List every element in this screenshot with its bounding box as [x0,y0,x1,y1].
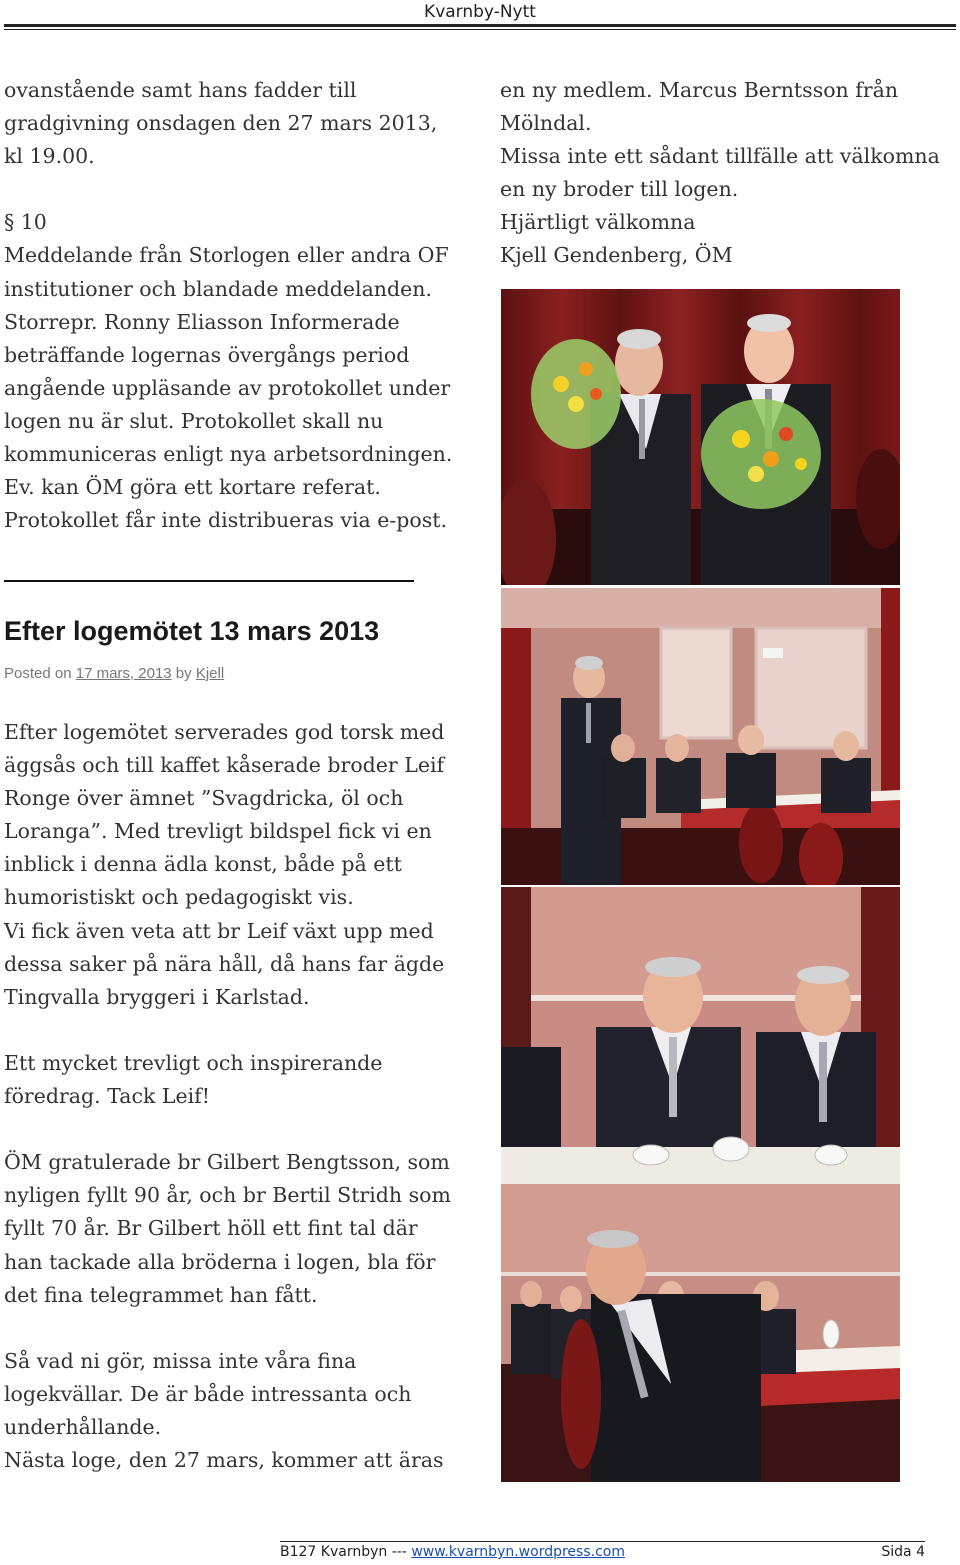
section-divider [4,580,414,582]
text-line: Ronge över ämnet ”Svagdricka, öl och [4,786,404,811]
text-line: beträffande logernas övergångs period [4,342,410,367]
author-link[interactable]: Kjell [195,665,225,682]
text-line: Missa inte ett sådant tillfälle att välkomna [500,144,940,169]
text-line: underhållande. [4,1414,162,1439]
text-line: institutioner och blandade meddelanden. [4,276,432,301]
text-line: äggsås och till kaffet kåserade broder Leif [4,753,445,778]
post-date-link[interactable]: 17 mars, 2013 [75,665,172,682]
page-number: Sida 4 [881,1544,925,1560]
text-line: Tingvalla bryggeri i Karlstad. [4,984,310,1009]
text-line: en ny medlem. Marcus Berntsson från [500,78,899,102]
header-rule [4,24,956,27]
photo-seated-audience [501,887,900,1184]
text-line: ovanstående samt hans fadder till [4,78,357,102]
footer-prefix: B127 Kvarnbyn --- [280,1544,412,1560]
meta-by-label: by [175,665,192,682]
article-title: Efter logemötet 13 mars 2013 [4,616,380,646]
text-line: Nästa loge, den 27 mars, kommer att äras [4,1448,444,1473]
text-line: logekvällar. De är både intressanta och [4,1381,412,1406]
photo-speaker-standing [501,588,900,885]
text-line: inblick i denna ädla konst, både på ett [4,852,402,877]
text-line: det fina telegrammet han fått. [4,1282,318,1307]
meta-posted-label: Posted on [4,665,72,682]
right-column-text [500,74,940,273]
text-line: dessa saker på nära håll, då hans far ägde [4,951,445,976]
footer-rule [280,1541,925,1542]
text-line: Så vad ni gör, missa inte våra fina [4,1348,357,1373]
header-title: Kvarnby-Nytt [424,2,536,22]
footer [280,1544,925,1560]
text-line: Mölndal. [500,111,592,136]
section-number: § 10 [4,210,47,235]
text-line: Vi fick även veta att br Leif växt upp med [4,918,434,943]
text-line: Efter logemötet serverades god torsk med [4,720,445,744]
text-line: angående uppläsande av protokollet under [4,375,451,400]
text-line: Hjärtligt välkomna [500,210,696,235]
text-line: logen nu är slut. Protokollet skall nu [4,408,384,433]
text-line: nyligen fyllt 90 år, och br Bertil Stridh som [4,1183,451,1208]
text-line: Loranga”. Med trevligt bildspel fick vi en [4,819,432,844]
text-line: Meddelande från Storlogen eller andra OF [4,243,449,268]
left-column-text [4,74,484,537]
header-rule-thin [4,29,956,30]
text-line: Ett mycket trevligt och inspirerande [4,1050,383,1075]
photo-two-men-with-flowers [501,289,900,585]
text-line: kl 19.00. [4,144,95,169]
article-body [4,716,484,1477]
text-line: han tackade alla bröderna i logen, bla för [4,1249,436,1274]
text-line: föredrag. Tack Leif! [4,1084,211,1109]
text-line: Ev. kan ÖM göra ett kortare referat. [4,475,381,500]
text-line: en ny broder till logen. [500,177,739,202]
footer-website-link[interactable]: www.kvarnbyn.wordpress.com [411,1544,625,1560]
text-line: humoristiskt och pedagogiskt vis. [4,885,354,910]
text-line: fyllt 70 år. Br Gilbert höll ett fint tal där [4,1216,418,1241]
text-line: gradgivning onsdagen den 27 mars 2013, [4,111,438,136]
text-line: Storrepr. Ronny Eliasson Informerade [4,309,400,334]
post-meta [4,665,224,682]
photo-seated-men-closeup [501,1184,900,1482]
text-line: kommuniceras enligt nya arbetsordningen. [4,442,453,467]
text-line: ÖM gratulerade br Gilbert Bengtsson, som [4,1150,450,1175]
signature-line: Kjell Gendenberg, ÖM [500,243,733,268]
text-line: Protokollet får inte distribueras via e-post. [4,508,448,533]
